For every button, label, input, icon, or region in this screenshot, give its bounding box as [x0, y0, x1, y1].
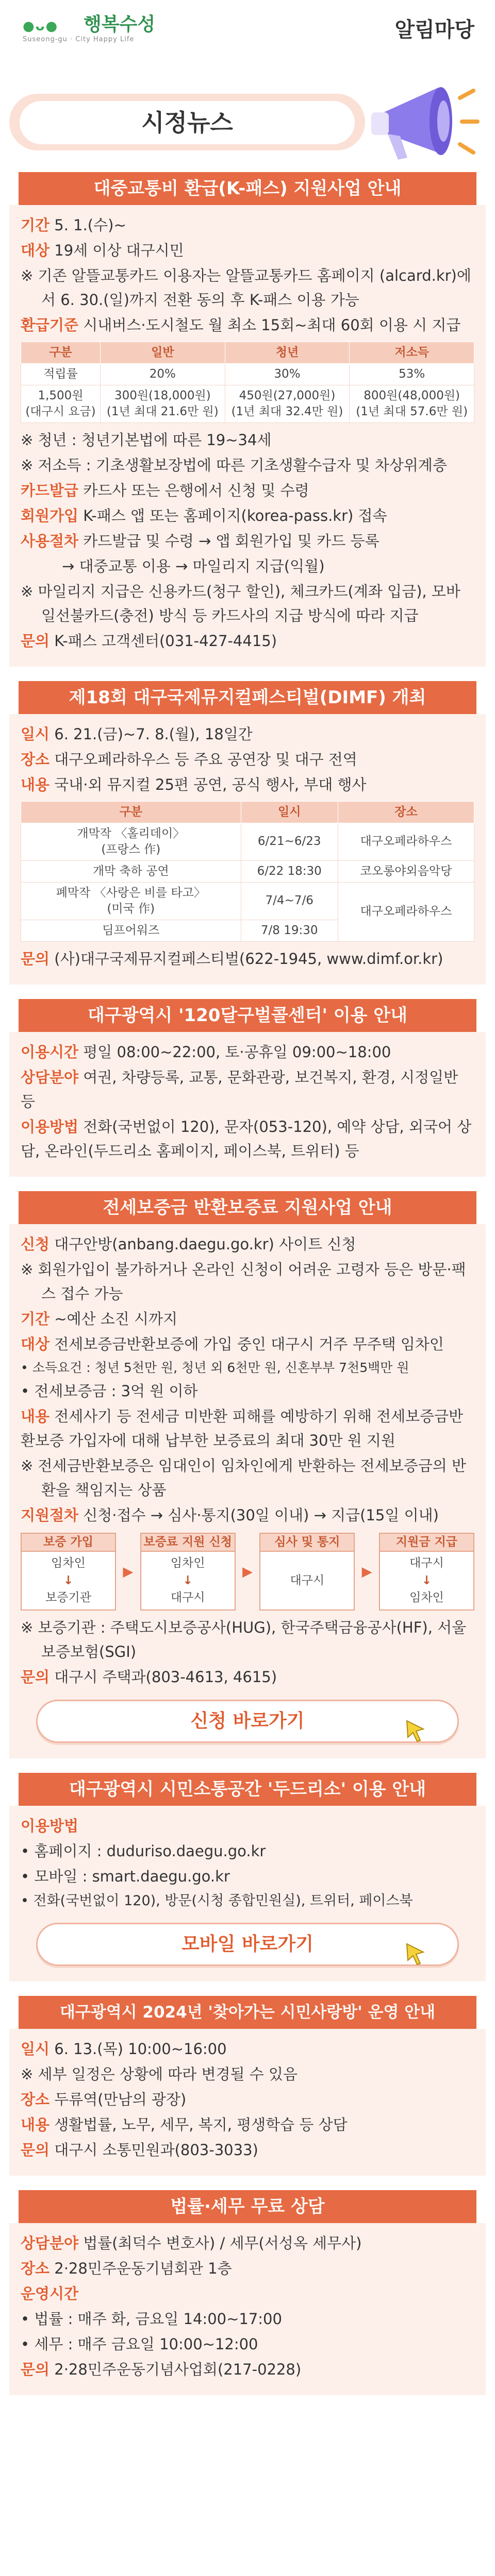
step-from: 임차인 [51, 1556, 86, 1570]
label: 회원가입 [21, 506, 79, 524]
section-duduriso-body [9, 1806, 486, 1981]
value: 신청·접수 → 심사·통지(30일 이내) → 지급(15일 이내) [83, 1506, 439, 1524]
table-row [21, 860, 474, 882]
value: 6. 21.(금)~7. 8.(월), 18일간 [54, 725, 253, 743]
section-kpass [9, 172, 486, 667]
section-duduriso-title: 대구광역시 시민소통공간 '두드리소' 이용 안내 [19, 1773, 476, 1806]
section-deposit [9, 1191, 486, 1758]
table-header: 청년 [225, 342, 350, 363]
section-sarangbang-title: 대구광역시 2024년 '찾아가는 시민사랑방' 운영 안내 [19, 1996, 476, 2029]
procedure-step [379, 1533, 474, 1611]
table-cell: 53% [350, 363, 474, 385]
value: 시내버스·도시철도 월 최소 15회~최대 60회 이용 시 지급 [83, 316, 461, 334]
label: 신청 [21, 1235, 50, 1253]
label: 지원절차 [21, 1506, 79, 1524]
table-header: 장소 [338, 801, 474, 823]
table-header: 구분 [21, 801, 241, 823]
value: 2·28민주운동기념사업회(217-0228) [54, 2360, 302, 2378]
label: 사용절차 [21, 532, 79, 550]
arrow-right-icon: ▶ [123, 1564, 134, 1580]
step-to: 보증기관 [45, 1590, 91, 1604]
section-120call [9, 999, 486, 1177]
label: 내용 [21, 2115, 50, 2133]
page-title: 시정뉴스 [20, 101, 355, 144]
step-from: 임차인 [170, 1556, 205, 1570]
logo[interactable] [23, 13, 188, 48]
table-cell: 대구오페라하우스 [338, 882, 474, 941]
step-to: 임차인 [409, 1590, 444, 1604]
dimf-table [21, 801, 474, 942]
value: 전화(국번없이 120), 문자(053-120), 예약 상담, 외국어 상담, 온라인(두드리소 홈페이지, 페이스북, 트위터) 등 [21, 1117, 472, 1160]
section-deposit-body [9, 1224, 486, 1758]
bullet: • 전화(국번없이 120), 방문(시청 종합민원실), 트위터, 페이스북 [21, 1893, 413, 1909]
section-kpass-body [9, 205, 486, 667]
table-cell: 30% [225, 363, 350, 385]
section-legal-tax [9, 2190, 486, 2395]
label: 이용방법 [21, 1117, 79, 1136]
value: 전세사기 등 전세금 미반환 피해를 예방하기 위해 전세보증금반환보증 가입자에 대해 납부한 보증료의 최대 30만 원 지원 [21, 1408, 464, 1450]
table-header: 일시 [241, 801, 338, 823]
section-legal-tax-title: 법률·세무 무료 상담 [19, 2190, 476, 2223]
table-cell: 코오롱야외음악당 [338, 860, 474, 882]
megaphone-icon [351, 77, 480, 165]
arrow-down-icon: ↓ [421, 1573, 432, 1587]
section-deposit-title: 전세보증금 반환보증료 지원사업 안내 [19, 1191, 476, 1224]
label: 문의 [21, 950, 50, 968]
table-cell: 300원(18,000원) (1년 최대 21.6만 원) [101, 385, 225, 422]
table-cell: 개막작 〈홀리데이〉 (프랑스 作) [21, 823, 241, 860]
section-dimf-body [9, 714, 486, 985]
arrow-right-icon: ▶ [361, 1564, 372, 1580]
value: K-패스 앱 또는 홈페이지(korea-pass.kr) 접속 [83, 506, 387, 524]
bullet: • 전세보증금 : 3억 원 이하 [21, 1382, 198, 1400]
procedure-step [140, 1533, 236, 1611]
table-header: 일반 [101, 342, 225, 363]
arrow-down-icon: ↓ [183, 1573, 193, 1587]
table-cell: 대구오페라하우스 [338, 823, 474, 860]
note: ※ 세부 일정은 상황에 따라 변경될 수 있음 [21, 2065, 298, 2083]
table-header: 저소득 [350, 342, 474, 363]
label: 환급기준 [21, 316, 79, 334]
section-sarangbang-body [9, 2029, 486, 2176]
section-120call-body [9, 1032, 486, 1177]
note: ※ 마일리지 지급은 신용카드(청구 할인), 체크카드(계좌 입금), 모바일선불카드(충전) 방식 등 카드사의 지급 방식에 따라 지급 [21, 582, 460, 624]
label: 장소 [21, 750, 50, 768]
value: 2·28민주운동기념회관 1층 [54, 2259, 232, 2277]
value: 대구시 소통민원과(803-3033) [54, 2141, 258, 2159]
value: 카드발급 및 수령 → 앱 회원가입 및 카드 등록 [83, 532, 380, 550]
value: 생활법률, 노무, 세무, 복지, 평생학습 등 상담 [54, 2115, 348, 2133]
table-cell: 폐막작 〈사랑은 비를 타고〉 (미국 作) [21, 882, 241, 920]
table-row [21, 363, 474, 385]
value: 대구시 주택과(803-4613, 4615) [54, 1668, 277, 1686]
bullet: • 모바일 : smart.daegu.go.kr [21, 1868, 230, 1886]
table-row [21, 385, 474, 422]
arrow-right-icon: ▶ [242, 1564, 253, 1580]
table-cell: 20% [101, 363, 225, 385]
bullet: • 법률 : 매주 화, 금요일 14:00~17:00 [21, 2310, 282, 2328]
value: 국내·외 뮤지컬 25편 공연, 공식 행사, 부대 행사 [54, 775, 367, 793]
section-120call-title: 대구광역시 '120달구벌콜센터' 이용 안내 [19, 999, 476, 1032]
note: ※ 기존 알뜰교통카드 이용자는 알뜰교통카드 홈페이지 (alcard.kr)에서 6. 30.(일)까지 전환 동의 후 K-패스 이용 가능 [21, 266, 471, 309]
value: ~예산 소진 시까지 [54, 1310, 178, 1328]
label: 장소 [21, 2090, 50, 2108]
table-header: 구분 [21, 342, 101, 363]
section-dimf-title: 제18회 대구국제뮤지컬페스티벌(DIMF) 개최 [19, 681, 476, 714]
label: 일시 [21, 725, 50, 743]
label: 장소 [21, 2259, 50, 2277]
table-cell: 적립률 [21, 363, 101, 385]
header [0, 0, 495, 62]
label: 운영시간 [21, 2284, 79, 2302]
label: 내용 [21, 1408, 50, 1426]
label: 내용 [21, 775, 50, 793]
value: 법률(최덕수 변호사) / 세무(서성옥 세무사) [83, 2234, 362, 2252]
table-cell: 7/4~7/6 [241, 882, 338, 920]
logo-mark-icon: ●ᴗ● [23, 19, 59, 34]
section-legal-tax-body [9, 2223, 486, 2395]
procedure-step [21, 1533, 116, 1611]
label: 카드발급 [21, 481, 79, 499]
step-title: 지원금 지급 [380, 1534, 473, 1552]
label: 상담분야 [21, 2234, 79, 2252]
cursor-icon [405, 1719, 426, 1743]
value: 카드사 또는 은행에서 신청 및 수령 [83, 481, 309, 499]
label: 문의 [21, 2141, 50, 2159]
value: → 대중교통 이용 → 마일리지 지급(익월) [62, 557, 325, 575]
label: 문의 [21, 1668, 50, 1686]
table-row [21, 823, 474, 860]
cursor-icon [405, 1942, 426, 1967]
table-cell: 450원(27,000원) (1년 최대 32.4만 원) [225, 385, 350, 422]
section-sarangbang [9, 1996, 486, 2176]
label: 상담분야 [21, 1068, 79, 1086]
refund-table [21, 342, 474, 423]
label: 일시 [21, 2040, 50, 2058]
label: 문의 [21, 632, 50, 650]
value: 6. 13.(목) 10:00~16:00 [54, 2040, 227, 2058]
label: 문의 [21, 2360, 50, 2378]
note: ※ 전세금반환보증은 임대인이 임차인에게 반환하는 전세보증금의 반환을 책임지는 상품 [21, 1457, 467, 1499]
value: 여권, 차량등록, 교통, 문화관광, 보건복지, 환경, 시정일반 등 [21, 1068, 458, 1110]
label: 이용시간 [21, 1043, 79, 1061]
step-title: 보증 가입 [22, 1534, 115, 1552]
value: 평일 08:00~22:00, 토·공휴일 09:00~18:00 [83, 1043, 391, 1061]
step-title: 심사 및 통지 [260, 1534, 354, 1552]
value: 5. 1.(수)~ [54, 216, 126, 234]
arrow-down-icon: ↓ [63, 1573, 74, 1587]
step-title: 보증료 지원 신청 [141, 1534, 235, 1552]
section-title: 알림마당 [394, 18, 474, 42]
bullet: • 세무 : 매주 금요일 10:00~12:00 [21, 2335, 258, 2353]
label: 대상 [21, 241, 50, 259]
label: 기간 [21, 1310, 50, 1328]
step-to: 대구시 [170, 1590, 205, 1604]
label: 대상 [21, 1335, 50, 1353]
table-cell: 개막 축하 공연 [21, 860, 241, 882]
section-kpass-title: 대중교통비 환급(K-패스) 지원사업 안내 [19, 172, 476, 205]
value: 대구안방(anbang.daegu.go.kr) 사이트 신청 [54, 1235, 356, 1253]
label: 기간 [21, 216, 50, 234]
procedure-step [259, 1533, 355, 1611]
value: 대구오페라하우스 등 주요 공연장 및 대구 전역 [54, 750, 357, 768]
mobile-shortcut-button[interactable] [36, 1923, 459, 1966]
step-from: 대구시 [409, 1556, 444, 1570]
table-cell: 800원(48,000원) (1년 최대 57.6만 원) [350, 385, 474, 422]
table-cell: 6/21~6/23 [241, 823, 338, 860]
value: 전세보증금반환보증에 가입 중인 대구시 거주 무주택 임차인 [54, 1335, 444, 1353]
button-label: 신청 바로가기 [190, 1710, 305, 1732]
table-cell: 1,500원 (대구시 요금) [21, 385, 101, 422]
value: 19세 이상 대구시민 [54, 241, 184, 259]
procedure-flow [21, 1533, 474, 1611]
value: (사)대구국제뮤지컬페스티벌(622-1945, www.dimf.or.kr) [54, 950, 443, 968]
table-row [21, 882, 474, 920]
apply-shortcut-button[interactable] [36, 1700, 459, 1743]
table-cell: 6/22 18:30 [241, 860, 338, 882]
note: ※ 저소득 : 기초생활보장법에 따른 기초생활수급자 및 차상위계층 [21, 456, 447, 474]
note: ※ 회원가입이 불가하거나 온라인 신청이 어려운 고령자 등은 방문·팩스 접수 가능 [21, 1260, 466, 1302]
bullet: • 홈페이지 : duduriso.daegu.go.kr [21, 1842, 266, 1860]
hero [0, 64, 495, 172]
value: K-패스 고객센터(031-427-4415) [54, 632, 277, 650]
button-label: 모바일 바로가기 [182, 1933, 314, 1955]
section-dimf [9, 681, 486, 985]
table-cell: 딤프어워즈 [21, 920, 241, 941]
bullet: • 소득요건 : 청년 5천만 원, 청년 외 6천만 원, 신혼부부 7천5백만 원 [21, 1360, 409, 1375]
table-cell: 7/8 19:30 [241, 920, 338, 941]
value: 두류역(만남의 광장) [54, 2090, 187, 2108]
logo-subtitle: Suseong-gu · City Happy Life [23, 36, 135, 43]
section-duduriso [9, 1773, 486, 1981]
step-to: 대구시 [290, 1573, 325, 1587]
note: ※ 보증기관 : 주택도시보증공사(HUG), 한국주택금융공사(HF), 서울보증보험(SGI) [21, 1619, 467, 1661]
logo-text: 행복수성 [84, 14, 156, 35]
label: 이용방법 [21, 1817, 79, 1835]
note: ※ 청년 : 청년기본법에 따른 19~34세 [21, 431, 272, 449]
